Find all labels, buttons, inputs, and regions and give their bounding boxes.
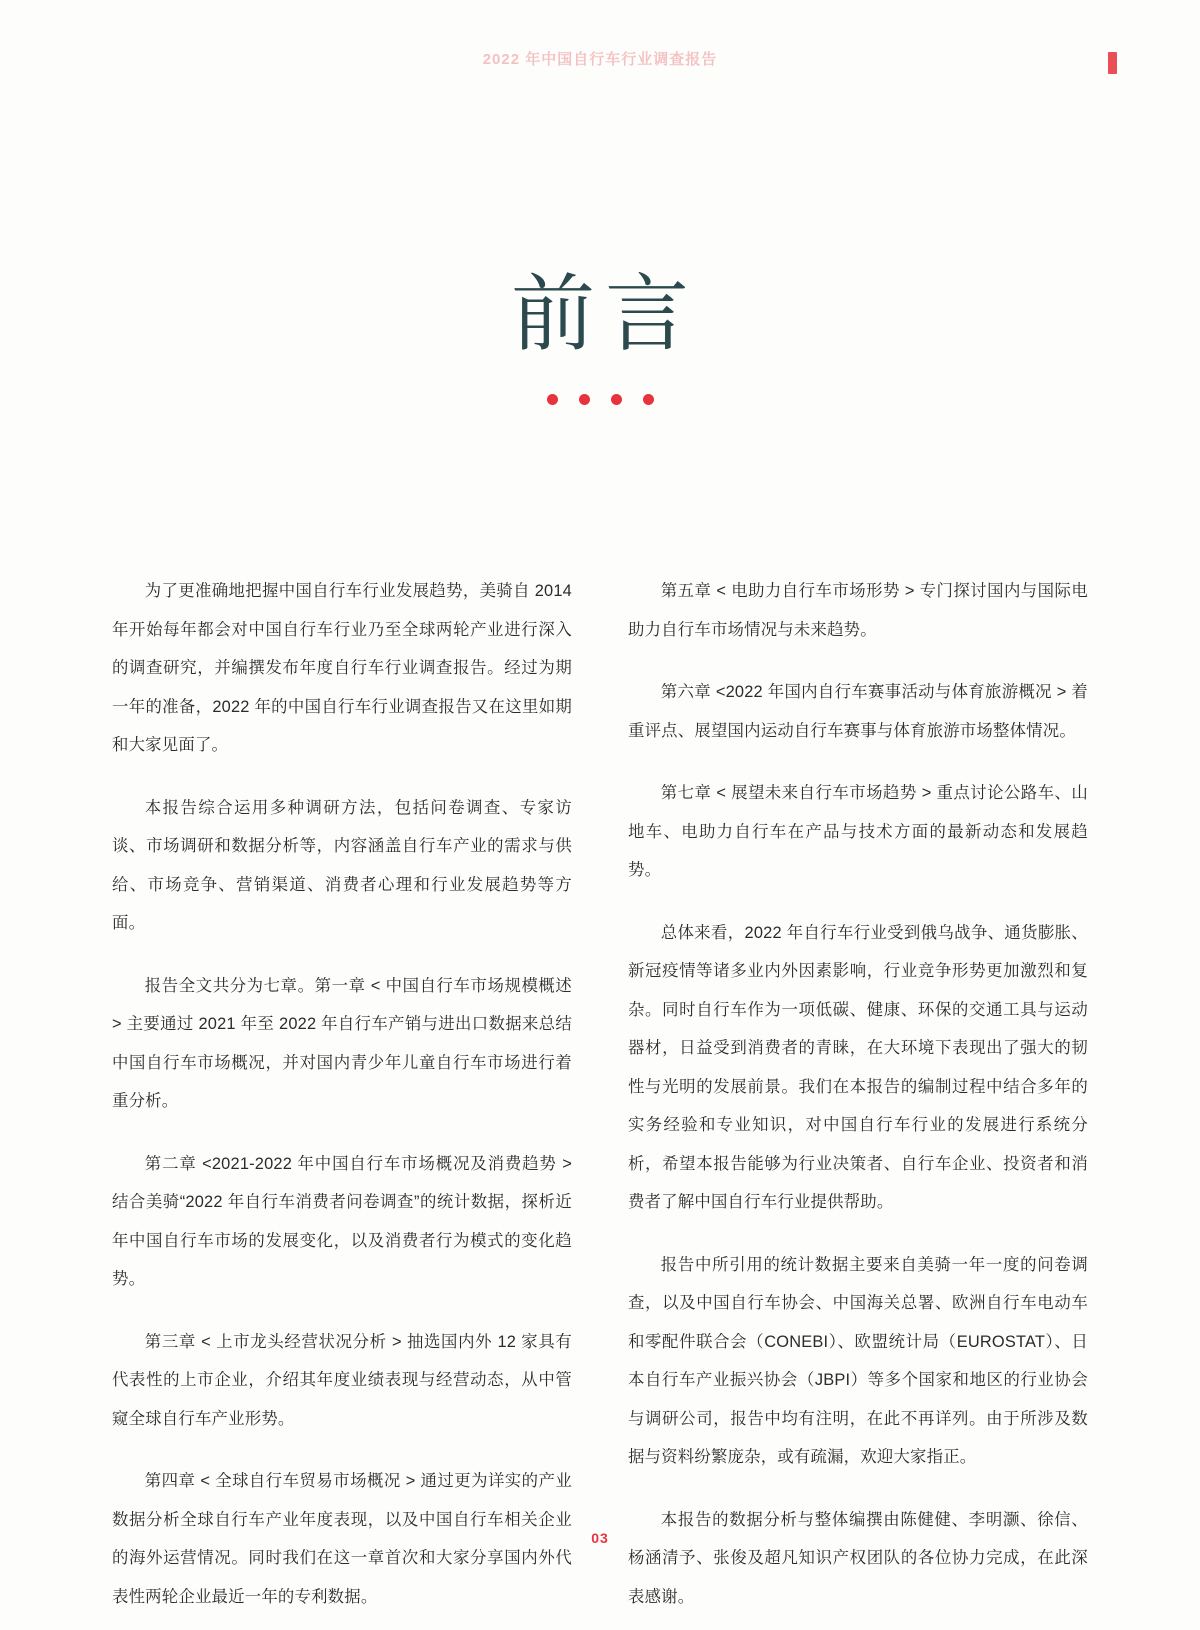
paragraph: 第五章 < 电助力自行车市场形势 > 专门探讨国内与国际电助力自行车市场情况与未来趋势。 [628,582,1088,639]
ornament-dot-icon [579,394,590,405]
ornament-dot-icon [611,394,622,405]
right-text-column [628,572,1088,1616]
section-title-block [0,269,1200,405]
running-header-title: 2022 年中国自行车行业调查报告 [482,51,718,68]
page-title: 前言 [510,269,699,362]
paragraph: 本报告综合运用多种调研方法，包括问卷调查、专家访谈、市场调研和数据分析等，内容涵盖自行车产业的需求与供给、市场竞争、营销渠道、消费者心理和行业发展趋势等方面。 [112,798,572,932]
page-number: 03 [591,1530,609,1546]
paragraph: 报告中所引用的统计数据主要来自美骑一年一度的问卷调查，以及中国自行车协会、中国海关总署、欧洲自行车电动车和零配件联合会（CONEBI）、欧盟统计局（EUROSTAT）、日本自行车产业振兴协会（JBPI）等多个国家和地区的行业协会与调研公司，报告中均有注明，在此不再详列。由于所涉及数据与资料纷繁庞杂，或有疏漏，欢迎大家指正。 [628,1255,1088,1466]
ornament-dot-icon [547,394,558,405]
body-columns [112,572,1088,1616]
paragraph: 第六章 <2022 年国内自行车赛事活动与体育旅游概况 > 着重评点、展望国内运动自行车赛事与体育旅游市场整体情况。 [628,683,1088,740]
paragraph: 第三章 < 上市龙头经营状况分析 > 抽选国内外 12 家具有代表性的上市企业，介绍其年度业绩表现与经营动态，从中管窥全球自行车产业形势。 [112,1332,572,1428]
left-text-column [112,572,572,1616]
paragraph: 本报告的数据分析与整体编撰由陈健健、李明灏、徐信、杨涵清予、张俊及超凡知识产权团队的各位协力完成，在此深表感谢。 [628,1510,1088,1606]
paragraph: 为了更准确地把握中国自行车行业发展趋势，美骑自 2014 年开始每年都会对中国自行车行业乃至全球两轮产业进行深入的调查研究，并编撰发布年度自行车行业调查报告。经过为期一年的准备，2022 年的中国自行车行业调查报告又在这里如期和大家见面了。 [112,582,572,754]
title-ornament-dots [0,394,1200,405]
corner-marker-icon [1108,52,1117,74]
paragraph: 第二章 <2021-2022 年中国自行车市场概况及消费趋势 > 结合美骑“2022 年自行车消费者问卷调查”的统计数据，探析近年中国自行车市场的发展变化，以及消费者行为模式的变化趋势。 [112,1154,572,1288]
paragraph: 第七章 < 展望未来自行车市场趋势 > 重点讨论公路车、山地车、电助力自行车在产品与技术方面的最新动态和发展趋势。 [628,784,1088,879]
paragraph: 总体来看，2022 年自行车行业受到俄乌战争、通货膨胀、新冠疫情等诸多业内外因素影响，行业竞争形势更加激烈和复杂。同时自行车作为一项低碳、健康、环保的交通工具与运动器材，日益受到消费者的青睐，在大环境下表现出了强大的韧性与光明的发展前景。我们在本报告的编制过程中结合多年的实务经验和专业知识，对中国自行车行业的发展进行系统分析，希望本报告能够为行业决策者、自行车企业、投资者和消费者了解中国自行车行业提供帮助。 [628,923,1088,1211]
paragraph: 第四章 < 全球自行车贸易市场概况 > 通过更为详实的产业数据分析全球自行车产业年度表现，以及中国自行车相关企业的海外运营情况。同时我们在这一章首次和大家分享国内外代表性两轮企业最近一年的专利数据。 [112,1472,572,1606]
paragraph: 报告全文共分为七章。第一章 < 中国自行车市场规模概述 > 主要通过 2021 年至 2022 年自行车产销与进出口数据来总结中国自行车市场概况，并对国内青少年儿童自行车市场进行着重分析。 [112,976,572,1110]
ornament-dot-icon [643,394,654,405]
